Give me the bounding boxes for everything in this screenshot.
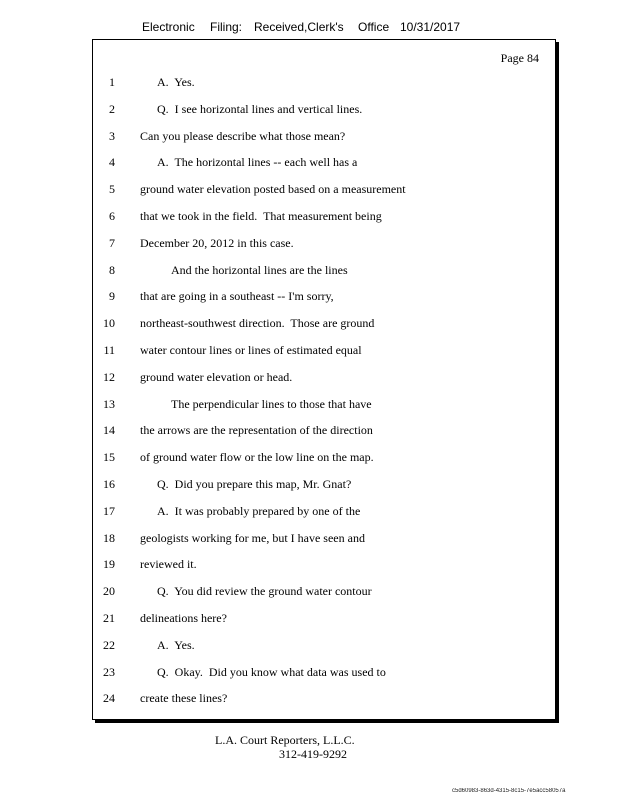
line-number: 10 [103,316,115,331]
transcript-line [93,287,553,305]
transcript-line [93,261,553,279]
line-number: 3 [109,128,115,143]
document-hash: c5d60983-863d-4315-8c15-7e5acc58057a [452,788,566,794]
court-reporter-phone: 312-419-9292 [279,747,347,761]
line-text: delineations here? [140,611,227,625]
transcript-line [93,207,553,225]
line-number: 11 [103,343,115,357]
transcript-line [93,502,553,520]
line-number: 20 [103,584,115,599]
transcript-line [93,663,553,681]
line-text: A. The horizontal lines -- each well has a [157,155,358,170]
stamp-electronic: Electronic [142,20,195,34]
transcript-line [93,636,553,654]
line-number: 4 [109,155,115,170]
line-text: And the horizontal lines are the lines [171,262,348,277]
line-number: 1 [109,75,115,89]
page-number: Page 84 [500,51,539,65]
transcript-line [93,100,553,118]
line-text: Q. You did review the ground water contour [157,584,372,599]
transcript-line [93,368,553,386]
transcript-line [93,421,553,439]
transcript-line [93,555,553,573]
transcript-line [93,609,553,627]
transcript-line [93,234,553,252]
line-text: Q. Did you prepare this map, Mr. Gnat? [157,477,352,491]
transcript-line [93,689,553,707]
line-number: 8 [109,262,115,277]
line-number: 23 [103,664,115,679]
line-text: that we took in the field. That measurement being [140,209,382,223]
line-text: Q. I see horizontal lines and vertical lines. [157,101,363,116]
line-text: reviewed it. [140,557,197,572]
line-text: ground water elevation or head. [140,369,293,384]
line-number: 22 [103,637,115,652]
line-text: Q. Okay. Did you know what data was used to [157,664,386,679]
transcript-line [93,529,553,547]
transcript-line [93,314,553,332]
line-text: create these lines? [140,691,228,706]
line-number: 6 [109,209,115,223]
line-number: 9 [109,289,115,304]
line-text: A. Yes. [157,637,195,652]
stamp-date: 10/31/2017 [400,20,461,34]
line-number: 7 [109,235,115,250]
transcript-line [93,341,553,359]
line-number: 24 [103,691,115,706]
line-number: 18 [103,530,115,545]
transcript-line [93,73,553,91]
transcript-line [93,475,553,493]
line-number: 16 [103,477,115,491]
line-number: 13 [103,396,115,411]
line-number: 19 [103,557,115,572]
line-number: 5 [109,182,115,197]
transcript-line [93,180,553,198]
line-text: Can you please describe what those mean? [140,128,346,143]
line-text: geologists working for me, but I have seen and [140,530,365,545]
transcript-line [93,395,553,413]
line-text: ground water elevation posted based on a measurement [140,182,406,197]
line-text: The perpendicular lines to those that have [171,396,372,411]
transcript-line [93,153,553,171]
stamp-filing: Filing: [210,20,243,34]
line-text: of ground water flow or the low line on the map. [140,450,374,465]
court-reporter-firm: L.A. Court Reporters, L.L.C. [215,733,355,747]
line-text: northeast-southwest direction. Those are ground [140,316,375,331]
line-number: 21 [103,611,115,625]
stamp-received-clerks: Received,Clerk's [254,20,344,34]
line-number: 17 [103,503,115,518]
transcript-line [93,127,553,145]
line-text: that are going in a southeast -- I'm sorry, [140,289,334,304]
line-number: 2 [109,101,115,116]
line-number: 12 [103,369,115,384]
transcript-line [93,582,553,600]
line-text: water contour lines or lines of estimated equal [140,343,362,357]
line-text: December 20, 2012 in this case. [140,235,294,250]
transcript-line [93,448,553,466]
stamp-office: Office [358,20,390,34]
line-number: 14 [103,423,115,438]
line-text: A. Yes. [157,75,195,89]
line-text: the arrows are the representation of the direction [140,423,373,438]
transcript-page [92,39,556,720]
line-number: 15 [103,450,115,465]
line-text: A. It was probably prepared by one of the [157,503,361,518]
